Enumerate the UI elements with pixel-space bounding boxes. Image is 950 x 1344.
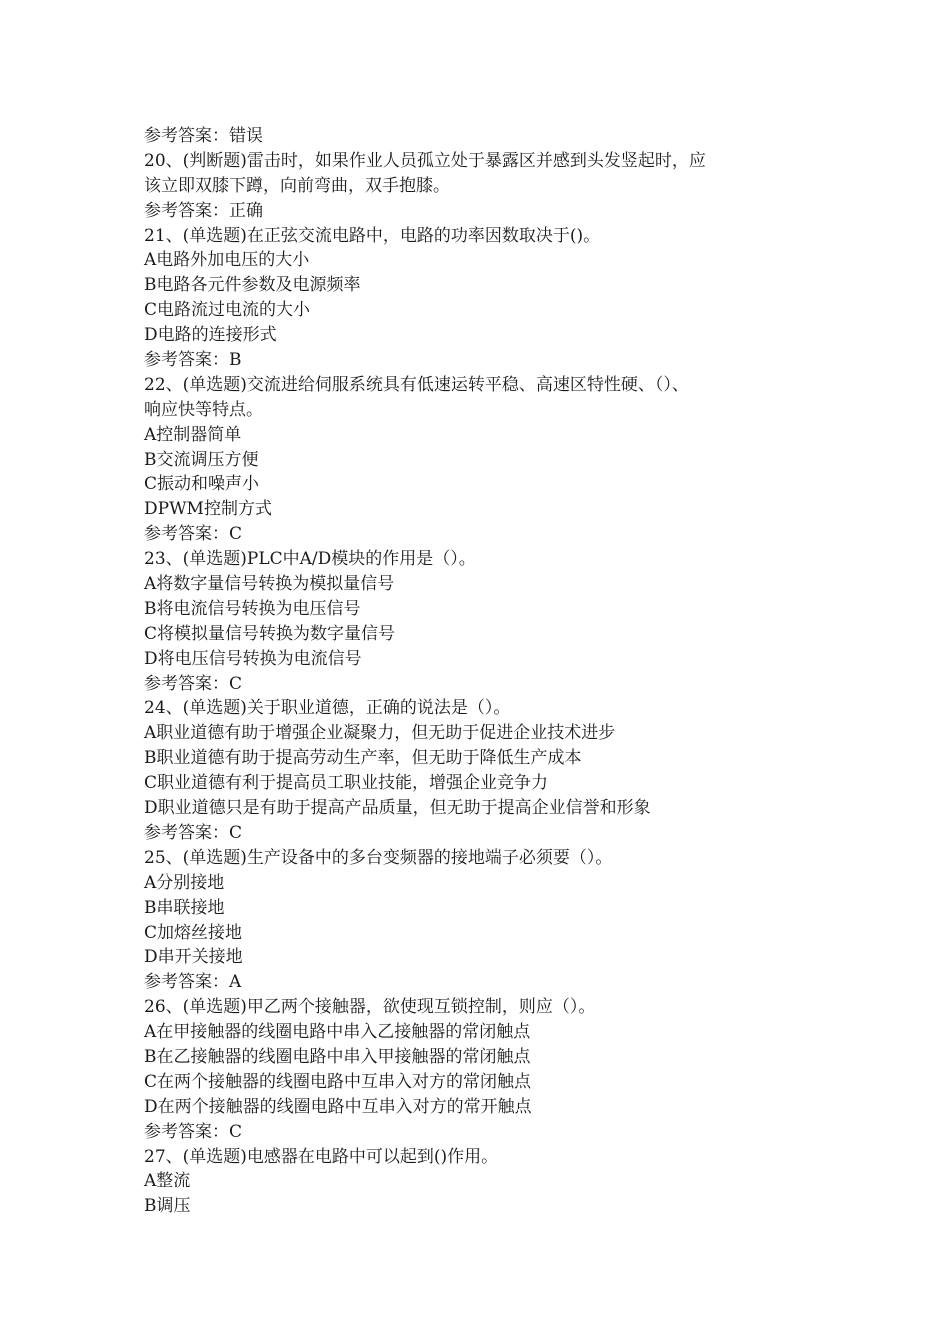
option-line: A整流 — [144, 1171, 191, 1192]
question-line: 响应快等特点。 — [144, 399, 263, 420]
answer-line: 参考答案：C — [144, 1121, 243, 1142]
option-line: B职业道德有助于提高劳动生产率，但无助于降低生产成本 — [144, 748, 582, 769]
option-line: D在两个接触器的线圈电路中互串入对方的常开触点 — [144, 1096, 532, 1117]
answer-line: 参考答案：C — [144, 822, 243, 843]
option-line: B调压 — [144, 1196, 191, 1217]
option-line: C将模拟量信号转换为数字量信号 — [144, 623, 396, 644]
question-line: 21、(单选题)在正弦交流电路中，电路的功率因数取决于()。 — [144, 225, 601, 246]
option-line: A将数字量信号转换为模拟量信号 — [144, 574, 395, 595]
answer-line: 参考答案：正确 — [144, 200, 263, 221]
answer-line: 参考答案：A — [144, 972, 242, 993]
option-line: D串开关接地 — [144, 947, 243, 968]
option-line: B串联接地 — [144, 897, 225, 918]
option-line: B将电流信号转换为电压信号 — [144, 598, 361, 619]
option-line: A电路外加电压的大小 — [144, 250, 310, 271]
option-line: A控制器简单 — [144, 424, 242, 445]
option-line: DPWM控制方式 — [144, 499, 272, 520]
option-line: C在两个接触器的线圈电路中互串入对方的常闭触点 — [144, 1071, 532, 1092]
question-line: 23、(单选题)PLC中A/D模块的作用是（）。 — [144, 549, 476, 570]
option-line: D电路的连接形式 — [144, 325, 277, 346]
option-line: B在乙接触器的线圈电路中串入甲接触器的常闭触点 — [144, 1046, 531, 1067]
answer-line: 参考答案：C — [144, 673, 243, 694]
option-line: A在甲接触器的线圈电路中串入乙接触器的常闭触点 — [144, 1022, 531, 1043]
question-line: 24、(单选题)关于职业道德，正确的说法是（）。 — [144, 698, 511, 719]
option-line: D将电压信号转换为电流信号 — [144, 648, 362, 669]
option-line: A分别接地 — [144, 872, 225, 893]
question-line: 27、(单选题)电感器在电路中可以起到()作用。 — [144, 1146, 499, 1167]
answer-line: 参考答案：错误 — [144, 126, 263, 146]
question-line: 该立即双膝下蹲，向前弯曲，双手抱膝。 — [144, 175, 450, 196]
option-line: B交流调压方便 — [144, 449, 259, 470]
document-page — [144, 124, 824, 1219]
question-line: 20、(判断题)雷击时，如果作业人员孤立处于暴露区并感到头发竖起时，应 — [144, 150, 706, 171]
option-line: B电路各元件参数及电源频率 — [144, 275, 361, 296]
question-line: 26、(单选题)甲乙两个接触器，欲使现互锁控制，则应（）。 — [144, 997, 596, 1018]
answer-line: 参考答案：C — [144, 524, 243, 545]
question-line: 25、(单选题)生产设备中的多台变频器的接地端子必须要（）。 — [144, 847, 613, 868]
option-line: A职业道德有助于增强企业凝聚力，但无助于促进企业技术进步 — [144, 723, 616, 744]
answer-line: 参考答案：B — [144, 350, 242, 371]
option-line: C电路流过电流的大小 — [144, 300, 311, 321]
option-line: D职业道德只是有助于提高产品质量，但无助于提高企业信誉和形象 — [144, 798, 651, 819]
option-line: C振动和噪声小 — [144, 474, 260, 495]
option-line: C职业道德有利于提高员工职业技能，增强企业竞争力 — [144, 773, 549, 794]
question-line: 22、(单选题)交流进给伺服系统具有低速运转平稳、高速区特性硬、（）、 — [144, 374, 689, 395]
option-line: C加熔丝接地 — [144, 922, 243, 943]
